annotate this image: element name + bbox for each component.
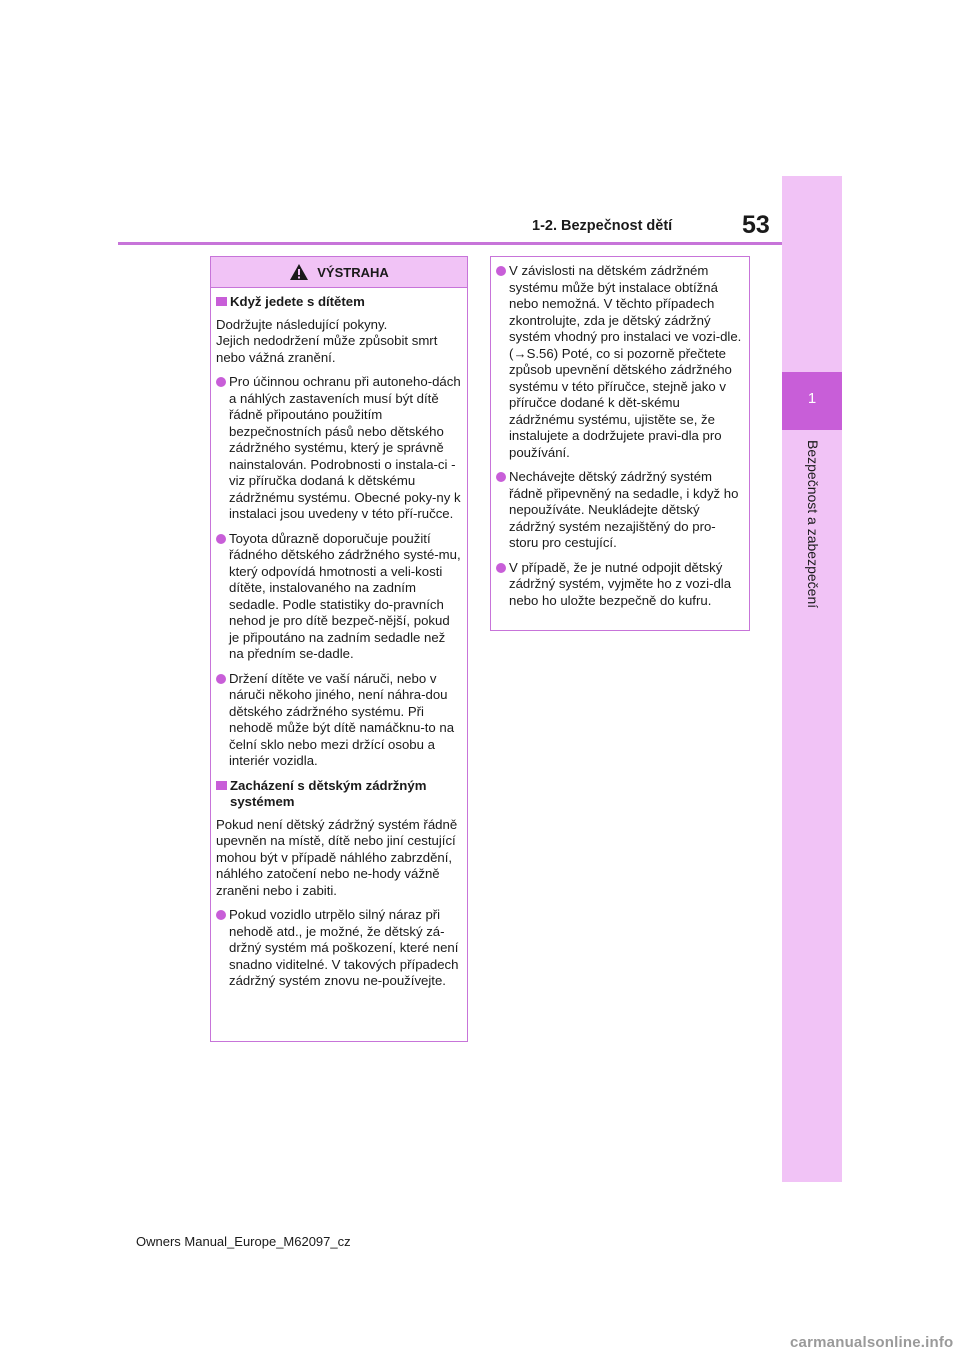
section-title: 1-2. Bezpečnost dětí	[532, 218, 673, 234]
round-bullet-icon	[216, 910, 226, 920]
bullet-text: Pro účinnou ochranu při autoneho-dách a náhlých zastaveních musí být dítě řádně připoutáno použitím bezpečnostních pásů nebo dětského zádržného systému, který je správně nainstalován. Podrobnosti o instala-ci - viz příručka dodaná k dětskému zádržnému systému. Obecné poky-ny k instalaci jsou uvedeny v této pří-ručce.	[229, 374, 461, 521]
round-bullet-icon	[496, 266, 506, 276]
chapter-side-tab	[782, 176, 842, 1182]
round-bullet-icon	[216, 534, 226, 544]
bullet-text: Držení dítěte ve vaší náruči, nebo v náruči někoho jiného, není náhra-dou dětského zádržného systému. Při nehodě může být dítě namáčknu-to na čelní sklo nebo mezi držící osobu a interiér vozidla.	[229, 670, 455, 768]
page-number: 53	[742, 211, 770, 239]
round-bullet-icon	[496, 563, 506, 573]
bullet-item	[496, 263, 744, 461]
bullet-item	[216, 374, 462, 523]
paragraph: Pokud není dětský zádržný systém řádně upevněn na místě, dítě nebo jiní cestující mohou být v případě náhlého zabrzdění, náhlého zatočení nebo ne-hody vážně zraněni nebo i zabiti.	[216, 816, 458, 898]
warning-box	[210, 256, 468, 1042]
paragraph: Dodržujte následující pokyny. Jejich nedodržení může způsobit smrt nebo vážná zranění.	[216, 316, 438, 365]
bullet-text: V případě, že je nutné odpojit dětský zádržný systém, vyjměte ho z vozi-dla nebo ho uložte bezpečně do kufru.	[509, 559, 732, 608]
warning-header	[211, 257, 467, 288]
chapter-number: 1	[807, 390, 817, 407]
bullet-text: Toyota důrazně doporučuje použití řádného dětského zádržného systé-mu, který odpovídá hmotnosti a veli-kosti dítěte, instalovaného na zadním sedadle. Podle statistiky do-pravních nehod je pro dítě bezpeč-nější, pokud je připoutáno na zadním sedadle než na předním se-dadle.	[229, 530, 461, 661]
notice-box	[490, 256, 750, 631]
bullet-text: Pokud vozidlo utrpělo silný náraz při nehodě atd., je možné, že dětský zá-držný systém má poškození, které není snadno viditelné. V takových případech zádržný systém znovu ne-používejte.	[229, 907, 459, 988]
bullet-item	[496, 560, 744, 610]
footer-text: Owners Manual_Europe_M62097_cz	[136, 1234, 351, 1249]
bullet-item	[216, 531, 462, 663]
bullet-item	[496, 469, 744, 552]
square-bullet-icon	[216, 297, 227, 306]
bullet-text: V závislosti na dětském zádržném systému může být instalace obtížná nebo nemožná. V těchto případech zkontrolujte, zda je dětský zádržný systém vhodný pro instalaci ve vozi-dle. (→S.56) Poté, co si pozorně přečtete způsob upevnění dětského zádržného systému v této příručce, stejně jako v příručce dodané k dět-skému zádržnému systému, ujistěte se, že instalujete a dodržujete pravi-dla pro používání.	[509, 263, 742, 460]
bullet-item	[216, 907, 462, 990]
subheading	[216, 294, 462, 311]
round-bullet-icon	[216, 674, 226, 684]
round-bullet-icon	[216, 377, 226, 387]
chapter-title: Bezpečnost a zabezpečení	[805, 440, 821, 609]
header-rule	[118, 242, 782, 245]
warning-label: VÝSTRAHA	[317, 264, 389, 280]
watermark: carmanualsonline.info	[790, 1334, 954, 1351]
subheading	[216, 778, 462, 811]
bullet-text: Nechávejte dětský zádržný systém řádně připevněný na sedadle, i když ho nepoužíváte. Neukládejte dětský zádržný systém nezajištěný do pro-storu pro cestující.	[509, 469, 739, 550]
bullet-item	[216, 671, 462, 770]
warning-content	[211, 288, 467, 990]
round-bullet-icon	[496, 472, 506, 482]
subheading-text: Zacházení s dětským zádržným systémem	[230, 777, 427, 809]
notice-content	[491, 257, 749, 609]
square-bullet-icon	[216, 781, 227, 790]
warning-triangle-icon	[289, 263, 309, 281]
subheading-text: Když jedete s dítětem	[230, 294, 365, 309]
